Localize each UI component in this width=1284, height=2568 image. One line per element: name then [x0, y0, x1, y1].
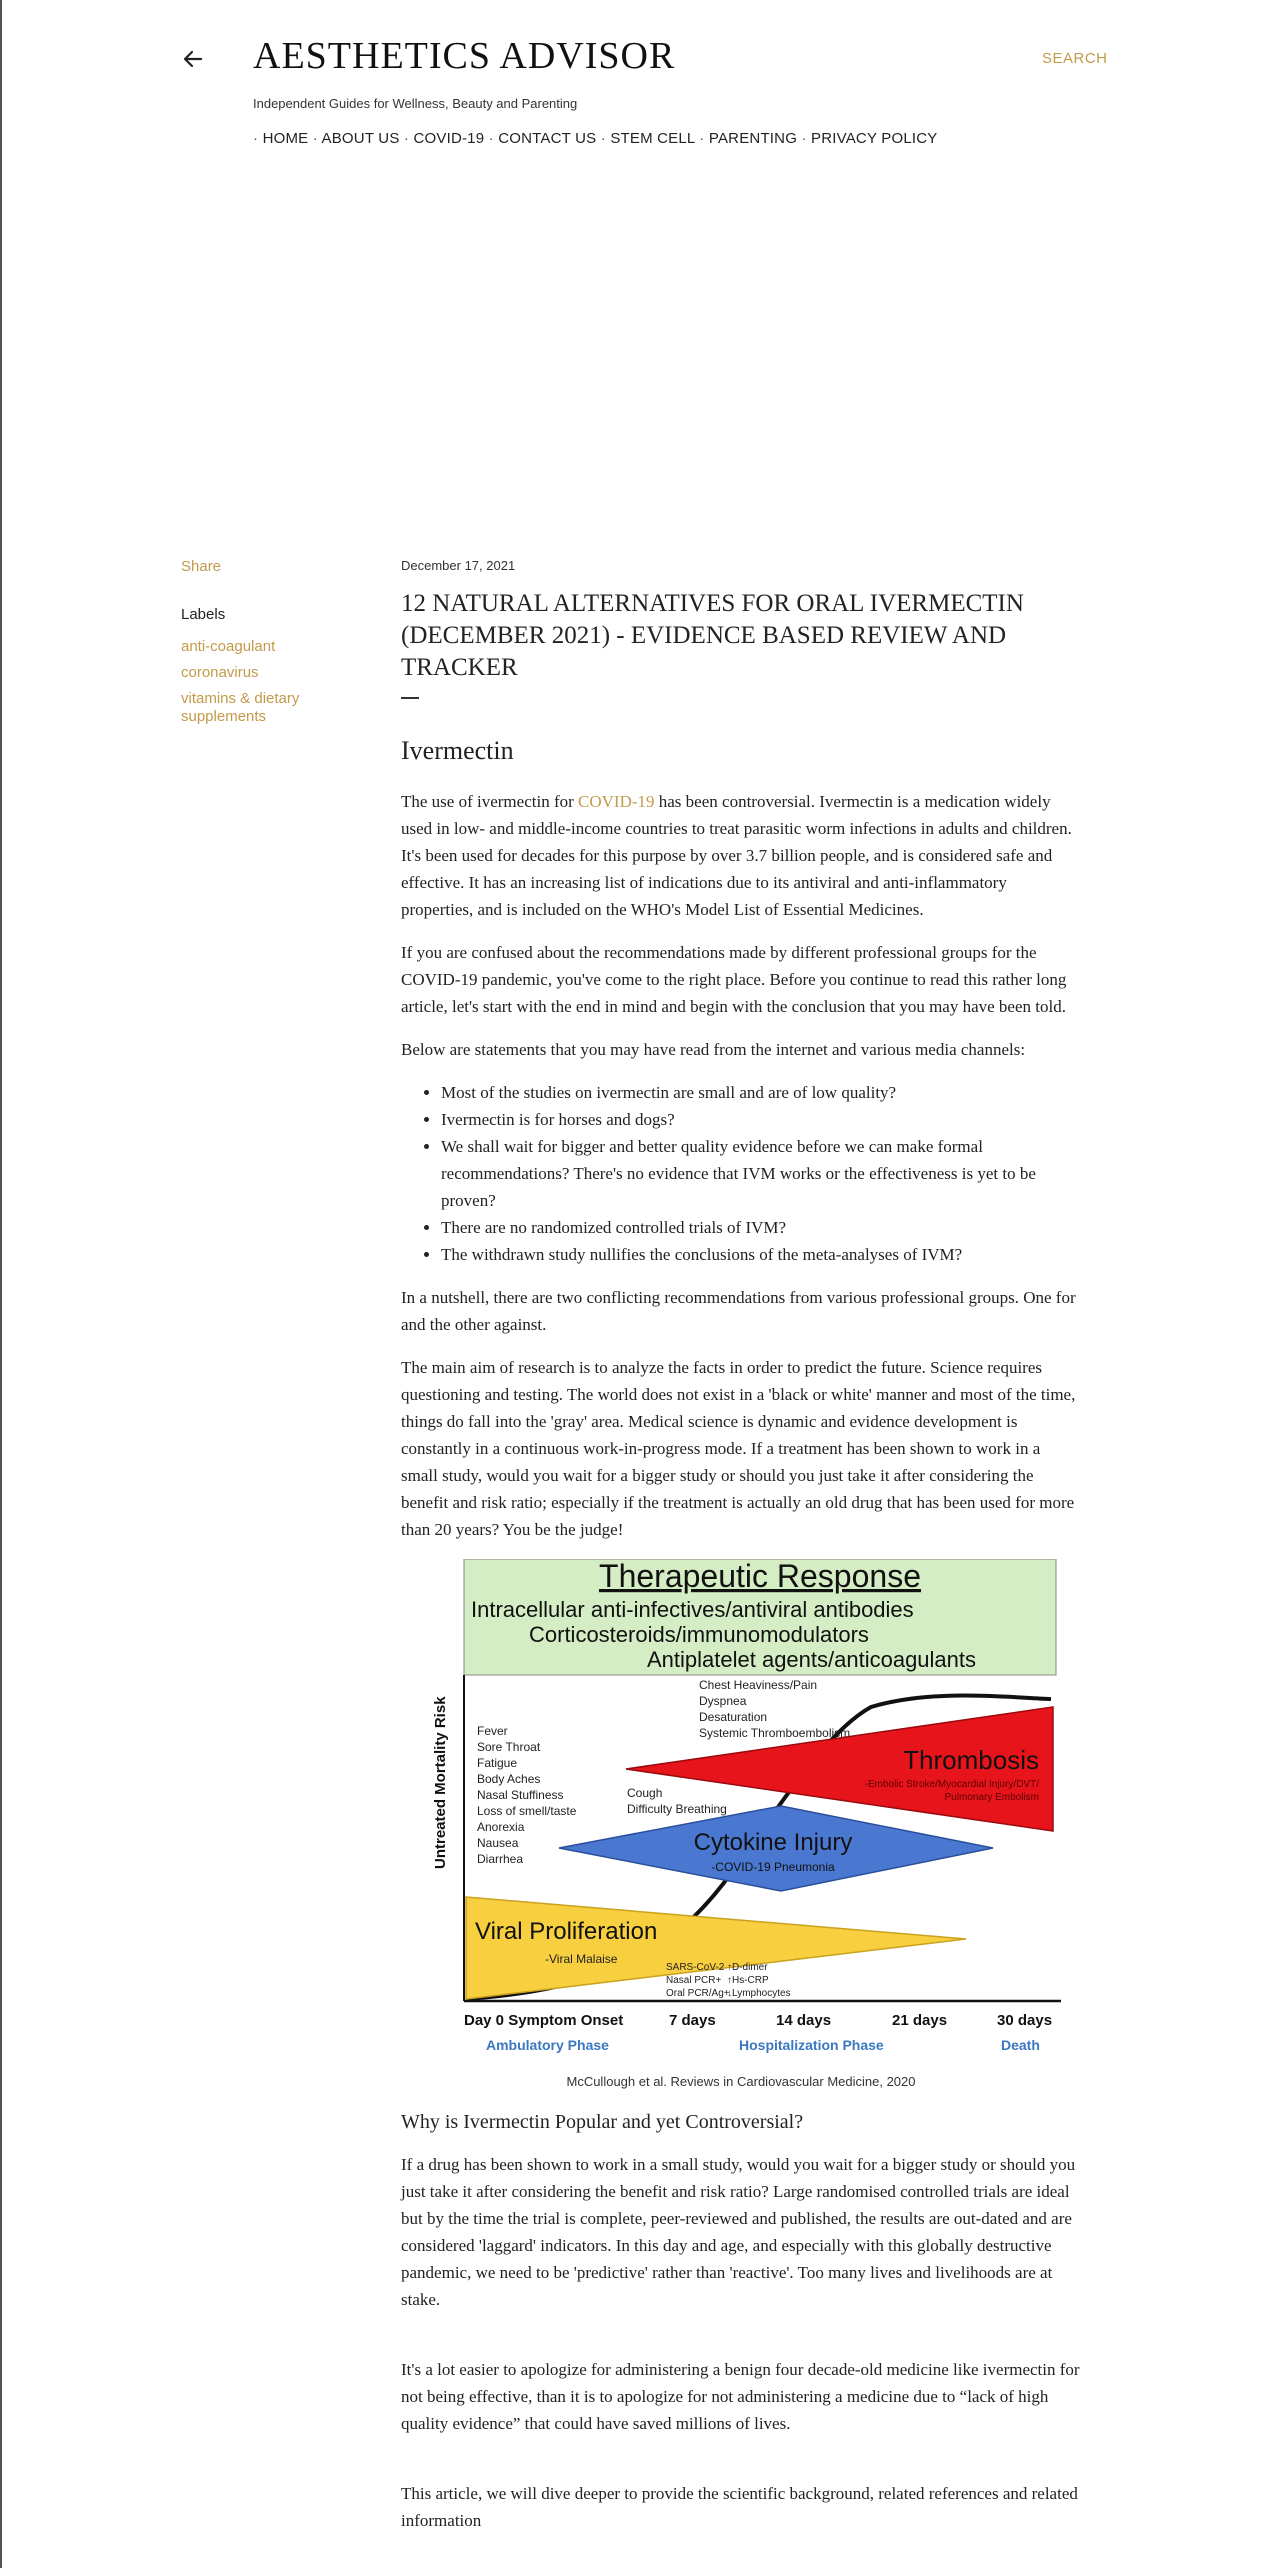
- severe-symptoms-list: [699, 1678, 850, 1740]
- cytokine-injury-sublabel: -COVID-19 Pneumonia: [711, 1860, 835, 1874]
- thrombosis-sublabel-1: -Embolic Stroke/Myocardial Injury/DVT/: [864, 1779, 1039, 1790]
- share-button[interactable]: Share: [181, 558, 222, 575]
- figure-title: Therapeutic Response: [599, 1559, 921, 1594]
- tests-list: [666, 1962, 791, 1999]
- symptom-text: Body Aches: [477, 1772, 541, 1786]
- labels-list: [181, 638, 331, 734]
- symptom-text: Anorexia: [477, 1820, 525, 1834]
- labels-heading: Labels: [181, 606, 226, 623]
- symptom-text: Dyspnea: [699, 1694, 747, 1708]
- post-date: December 17, 2021: [401, 558, 516, 573]
- nav-home[interactable]: HOME: [262, 130, 309, 147]
- phase-label-hospitalization: Hospitalization Phase: [739, 2037, 884, 2053]
- symptom-text: Chest Heaviness/Pain: [699, 1678, 818, 1692]
- phase-label-ambulatory: Ambulatory Phase: [486, 2037, 609, 2053]
- paragraph-intro: The use of ivermectin for COVID-19 has been controversial. Ivermectin is a medication widely used in low- and middle-income countries to treat parasitic worm infections in adults and children. It's been used for decades for this purpose by over 3.7 billion people, and is considered safe and effective. It has an increasing list of indications due to its antiviral and anti-inflammatory properties, and is included on the WHO's Model List of Essential Medicines.: [401, 792, 1072, 919]
- symptom-text: Diarrhea: [477, 1852, 524, 1866]
- x-tick-label: 30 days: [997, 2012, 1053, 2029]
- paragraph-apologize: It's a lot easier to apologize for administering a benign four decade-old medicine like ivermectin for not being effective, than it is to apologize for not administering a medicine due to “lack of high quality evidence” that could have saved millions of lives.: [401, 2360, 1080, 2433]
- nav-about-us[interactable]: ABOUT US: [321, 130, 400, 147]
- paragraph-this-article: This article, we will dive deeper to provide the scientific background, related references and related information: [401, 2484, 1078, 2530]
- thrombosis-sublabel-2: Pulmonary Embolism: [944, 1792, 1039, 1803]
- nav-parenting[interactable]: PARENTING: [708, 130, 798, 147]
- viral-proliferation-sublabel: -Viral Malaise: [545, 1952, 618, 1966]
- paragraph-small-study: If a drug has been shown to work in a small study, would you wait for a bigger study or should you just take it after considering the benefit and risk ratio? Large randomised controlled trials are ideal but by the time the trial is complete, peer-reviewed and published, the results are out-dated and are considered 'laggard' indicators. In this day and age, and especially with this globally destructive pandemic, we need to be 'predictive' rather than 'reactive'. Too many lives and livelihoods are at stake.: [401, 2155, 1076, 2309]
- symptom-text: Difficulty Breathing: [627, 1802, 727, 1816]
- paragraph-confused: If you are confused about the recommendations made by different professional groups for the COVID-19 pandemic, you've come to the right place. Before you continue to read this rather long article, let's start with the end in mind and begin with the conclusion that you may have been told.: [401, 943, 1067, 1016]
- respiratory-symptoms-list: [627, 1786, 727, 1816]
- test-text: ↑Hs-CRP: [727, 1975, 769, 1986]
- therapeutic-response-diagram: [411, 1559, 1071, 2064]
- section-heading-ivermectin: Ivermectin: [401, 736, 514, 765]
- early-symptoms-list: [477, 1724, 577, 1866]
- symptom-text: Loss of smell/taste: [477, 1804, 577, 1818]
- covid-19-link[interactable]: COVID-19: [578, 792, 655, 811]
- figure-caption: McCullough et al. Reviews in Cardiovascular Medicine, 2020: [566, 2074, 916, 2089]
- thrombosis-label: Thrombosis: [903, 1745, 1039, 1775]
- test-text: ↑D-dimer: [727, 1962, 768, 1973]
- symptom-text: Cough: [627, 1786, 663, 1800]
- symptom-text: Systemic Thromboembolism: [699, 1726, 851, 1740]
- test-text: Oral PCR/Ag+: [666, 1988, 730, 1999]
- statements-list: [401, 1079, 1081, 1268]
- paragraph-statements-intro: Below are statements that you may have read from the internet and various media channels:: [401, 1040, 1026, 1059]
- nav-stem-cell[interactable]: STEM CELL: [610, 130, 695, 147]
- list-item: • There are no randomized controlled trials of IVM?: [441, 1214, 1081, 1241]
- site-title[interactable]: AESTHETICS ADVISOR: [253, 35, 676, 77]
- list-item: • We shall wait for bigger and better quality evidence before we can make formal recommendations? There's no evidence that IVM works or the effectiveness is yet to be proven?: [441, 1133, 1081, 1214]
- test-text: ↓Lymphocytes: [727, 1988, 791, 1999]
- phase-labels: [486, 2037, 1040, 2053]
- x-tick-label: 21 days: [892, 2012, 948, 2029]
- label-link-coronavirus[interactable]: coronavirus: [181, 664, 259, 681]
- paragraph-research-aim: The main aim of research is to analyze the facts in order to predict the future. Science requires questioning and testing. The world does not exist in a 'black or white' manner and most of the time, things do fall into the 'gray' area. Medical science is dynamic and evidence development is constantly in a continuous work-in-progress mode. If a treatment has been shown to work in a small study, would you wait for a bigger study or should you just take it after considering the benefit and risk ratio; especially if the treatment is actually an old drug that has been used for more than 20 years? You be the judge!: [401, 1358, 1076, 1539]
- paragraph-nutshell: In a nutshell, there are two conflicting recommendations from various professional groups. One for and the other against.: [401, 1288, 1076, 1334]
- nav-contact-us[interactable]: CONTACT US: [498, 130, 597, 147]
- therapeutic-response-figure: [401, 1559, 1081, 2095]
- post-title: 12 NATURAL ALTERNATIVES FOR ORAL IVERMECTIN (DECEMBER 2021) - EVIDENCE BASED REVIEW AND TRACKER: [401, 590, 1024, 681]
- nav-privacy-policy[interactable]: PRIVACY POLICY: [811, 130, 938, 147]
- phase-label-death: Death: [1001, 2037, 1040, 2053]
- x-tick-label: 7 days: [669, 2012, 716, 2029]
- label-link-anti-coagulant[interactable]: anti-coagulant: [181, 638, 276, 655]
- x-tick-labels: [464, 2012, 1052, 2029]
- figure-line-antivirals: Intracellular anti-infectives/antiviral antibodies: [471, 1597, 914, 1622]
- title-divider: [401, 697, 419, 699]
- post-body: [401, 728, 1081, 2550]
- section-heading-controversial: Why is Ivermectin Popular and yet Controversial?: [401, 2111, 804, 2133]
- test-text: SARS-CoV-2: [666, 1962, 725, 1973]
- symptom-text: Sore Throat: [477, 1740, 541, 1754]
- site-tagline: Independent Guides for Wellness, Beauty and Parenting: [253, 96, 578, 111]
- symptom-text: Nausea: [477, 1836, 519, 1850]
- nav-covid-19[interactable]: COVID-19: [413, 130, 485, 147]
- x-tick-label: Day 0 Symptom Onset: [464, 2012, 624, 2029]
- search-button[interactable]: SEARCH: [1042, 50, 1108, 67]
- list-item: • The withdrawn study nullifies the conclusions of the meta-analyses of IVM?: [441, 1241, 1081, 1268]
- viral-proliferation-label: Viral Proliferation: [475, 1918, 658, 1945]
- figure-line-corticosteroids: Corticosteroids/immunomodulators: [529, 1622, 869, 1647]
- x-tick-label: 14 days: [776, 2012, 832, 2029]
- test-text: Nasal PCR+: [666, 1975, 722, 1986]
- label-link-vitamins[interactable]: vitamins & dietary supplements: [181, 690, 300, 725]
- window-edge: [0, 0, 2, 2568]
- cytokine-injury-label: Cytokine Injury: [693, 1829, 853, 1856]
- list-item: • Most of the studies on ivermectin are small and are of low quality?: [441, 1079, 1081, 1106]
- list-item: • Ivermectin is for horses and dogs?: [441, 1106, 1081, 1133]
- symptom-text: Desaturation: [699, 1710, 768, 1724]
- figure-line-anticoagulants: Antiplatelet agents/anticoagulants: [647, 1647, 977, 1672]
- main-nav: · HOME · ABOUT US · COVID-19 · CONTACT US · STEM CELL · PARENTING · PRIVACY POLICY: [253, 130, 938, 147]
- symptom-text: Fatigue: [477, 1756, 518, 1770]
- y-axis-label: Untreated Mortality Risk: [432, 1696, 449, 1869]
- back-arrow-icon[interactable]: [180, 46, 206, 72]
- symptom-text: Fever: [477, 1724, 508, 1738]
- symptom-text: Nasal Stuffiness: [477, 1788, 564, 1802]
